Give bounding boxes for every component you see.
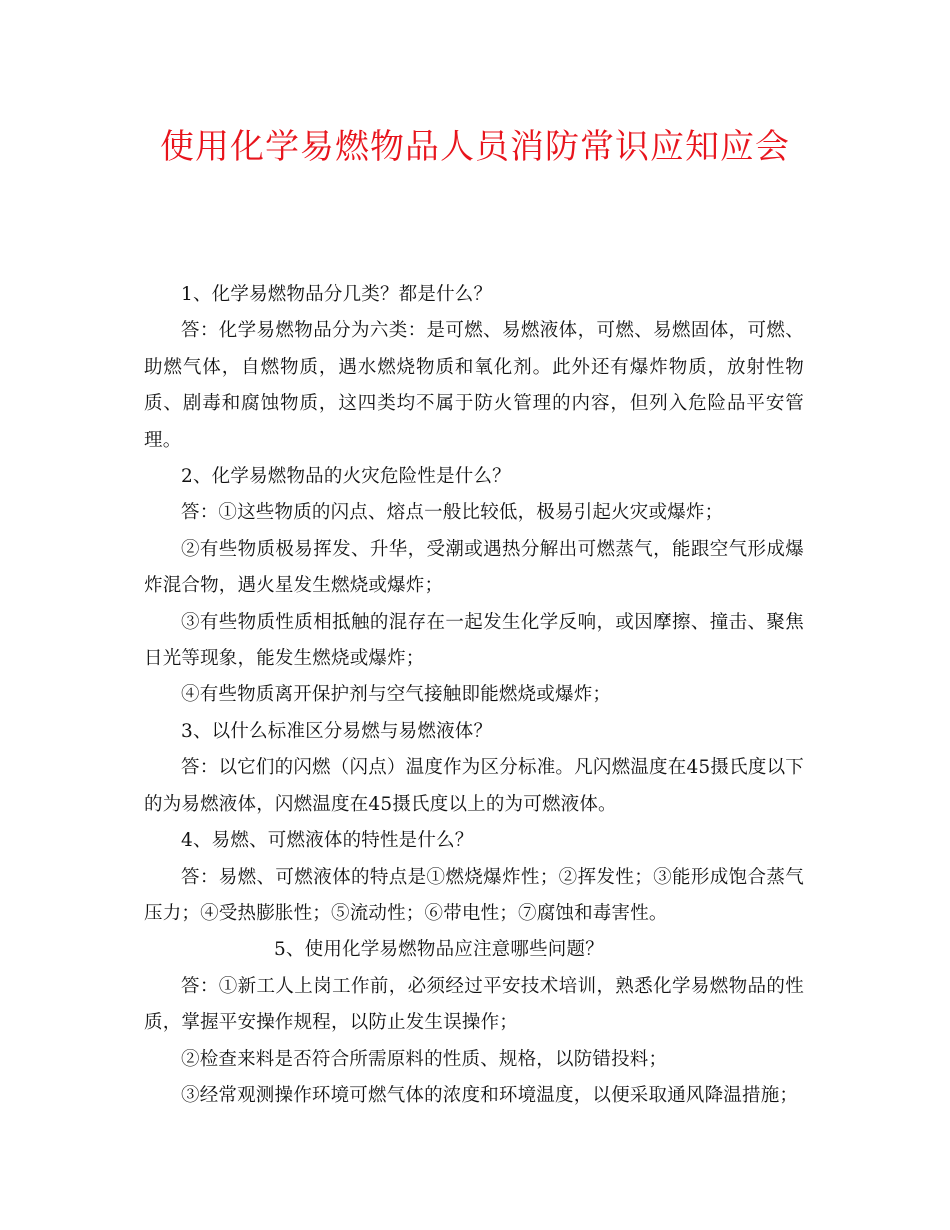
question-2: 2、化学易燃物品的火灾危险性是什么？ bbox=[181, 466, 511, 488]
answer-2-item-1: 答：①这些物质的闪点、熔点一般比较低，极易引起火灾或爆炸； bbox=[181, 502, 724, 524]
answer-4: 答：易燃、可燃液体的特点是①燃烧爆炸性；②挥发性；③能形成饱合蒸气压力；④受热膨胀性；⑤流动性；⑥带电性；⑦腐蚀和毒害性。 bbox=[144, 866, 804, 924]
answer-5-item-2: ②检查来料是否符合所需原料的性质、规格，以防错投料； bbox=[181, 1048, 668, 1070]
answer-5-item-1: 答：①新工人上岗工作前，必须经过平安技术培训，熟悉化学易燃物品的性质，掌握平安操作规程，以防止发生误操作； bbox=[144, 975, 804, 1034]
question-4: 4、易燃、可燃液体的特性是什么？ bbox=[181, 830, 474, 852]
question-1: 1、化学易燃物品分几类？都是什么？ bbox=[181, 284, 493, 305]
document-title: 使用化学易燃物品人员消防常识应知应会 bbox=[160, 127, 790, 167]
answer-2-item-4: ④有些物质离开保护剂与空气接触即能燃烧或爆炸； bbox=[181, 684, 612, 706]
answer-2-item-2: ②有些物质极易挥发、升华，受潮或遇热分解出可燃蒸气，能跟空气形成爆炸混合物，遇火星发生燃烧或爆炸； bbox=[144, 538, 804, 597]
answer-5-item-3: ③经常观测操作环境可燃气体的浓度和环境温度，以便采取通风降温措施； bbox=[181, 1084, 799, 1106]
answer-2-item-3: ③有些物质性质相抵触的混存在一起发生化学反响，或因摩擦、撞击、聚焦日光等现象，能发生燃烧或爆炸； bbox=[144, 611, 804, 670]
answer-1: 答：化学易燃物品分为六类：是可燃、易燃液体，可燃、易燃固体，可燃、助燃气体，自燃物质，遇水燃烧物质和氧化剂。此外还有爆炸物质，放射性物质、剧毒和腐蚀物质，这四类均不属于防火管理的内容，但列入危险品平安管理。 bbox=[144, 320, 804, 451]
question-3: 3、以什么标准区分易燃与易燃液体？ bbox=[181, 720, 493, 742]
document-body bbox=[144, 277, 804, 1114]
question-5: 5、使用化学易燃物品应注意哪些问题？ bbox=[274, 939, 604, 961]
answer-3: 答：以它们的闪燃（闪点）温度作为区分标准。凡闪燃温度在45摄氏度以下的为易燃液体，闪燃温度在45摄氏度以上的为可燃液体。 bbox=[144, 757, 804, 815]
